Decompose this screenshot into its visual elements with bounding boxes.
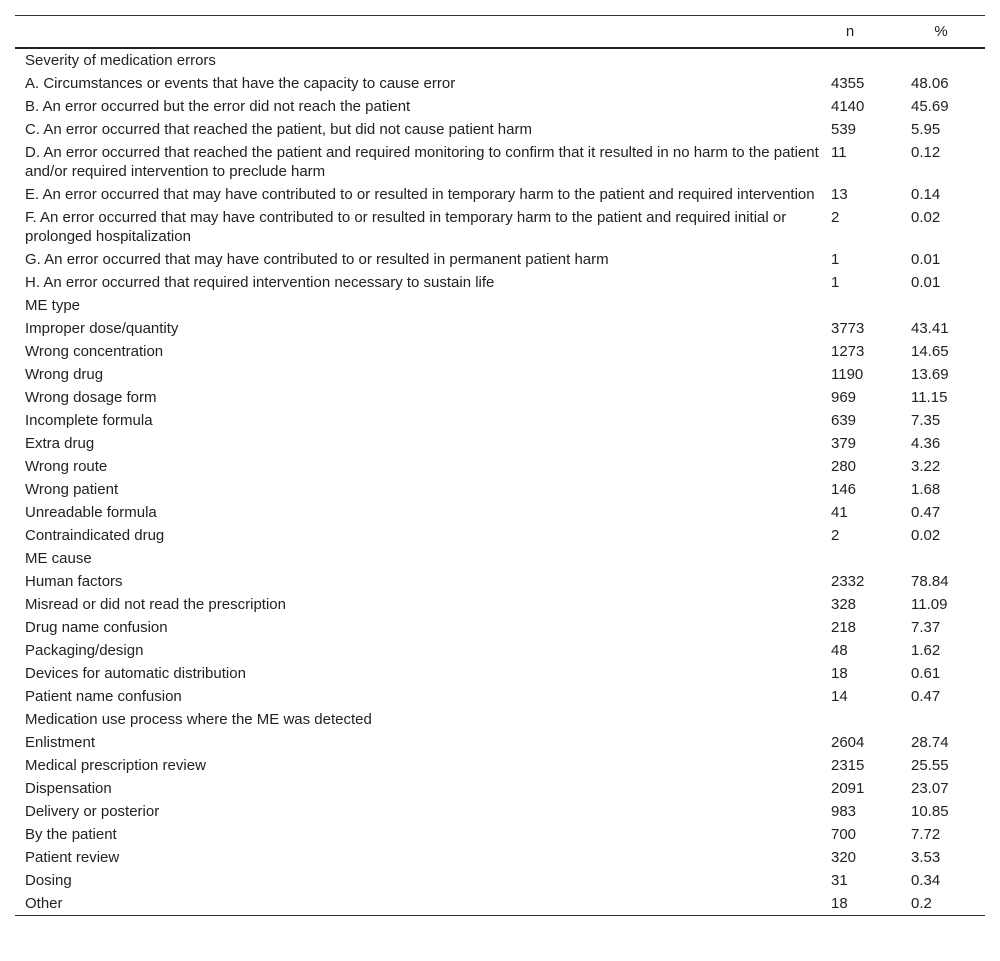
row-percent: 14.65 bbox=[911, 343, 949, 360]
row-n: 13 bbox=[831, 186, 848, 203]
row-percent: 23.07 bbox=[911, 780, 949, 797]
table-row bbox=[15, 141, 985, 183]
section-row bbox=[15, 547, 985, 570]
row-label: Other bbox=[25, 895, 63, 912]
row-label: B. An error occurred but the error did not reach the patient bbox=[25, 98, 411, 115]
row-label: By the patient bbox=[25, 826, 117, 843]
table-row bbox=[15, 206, 985, 248]
row-n: 539 bbox=[831, 121, 857, 138]
row-n: 983 bbox=[831, 803, 857, 820]
row-percent: 7.72 bbox=[911, 826, 941, 843]
row-label: E. An error occurred that may have contributed to or resulted in temporary harm to the patient and required intervention bbox=[25, 186, 815, 203]
row-label: Human factors bbox=[25, 573, 123, 590]
row-n: 969 bbox=[831, 389, 857, 406]
row-percent: 0.2 bbox=[911, 895, 932, 912]
section-title: Severity of medication errors bbox=[25, 52, 216, 69]
row-label: Enlistment bbox=[25, 734, 96, 751]
medication-errors-table bbox=[15, 15, 985, 916]
row-percent: 0.01 bbox=[911, 274, 941, 291]
row-label: Packaging/design bbox=[25, 642, 144, 659]
data-table-container bbox=[15, 15, 985, 916]
table-header bbox=[15, 16, 985, 49]
row-n: 1 bbox=[831, 274, 840, 291]
row-label: Dosing bbox=[25, 872, 72, 889]
row-n: 280 bbox=[831, 458, 857, 475]
row-percent: 28.74 bbox=[911, 734, 949, 751]
row-percent: 25.55 bbox=[911, 757, 949, 774]
table-row bbox=[15, 570, 985, 593]
table-row bbox=[15, 95, 985, 118]
table-row bbox=[15, 616, 985, 639]
header-n: n bbox=[845, 23, 855, 40]
section-row bbox=[15, 48, 985, 72]
row-percent: 7.35 bbox=[911, 412, 941, 429]
table-row bbox=[15, 409, 985, 432]
table-row bbox=[15, 869, 985, 892]
row-percent: 0.34 bbox=[911, 872, 941, 889]
row-n: 700 bbox=[831, 826, 857, 843]
section-title: ME cause bbox=[25, 550, 92, 567]
row-label: Wrong dosage form bbox=[25, 389, 157, 406]
row-percent: 5.95 bbox=[911, 121, 941, 138]
row-n: 18 bbox=[831, 665, 848, 682]
row-n: 2604 bbox=[831, 734, 865, 751]
table-row bbox=[15, 183, 985, 206]
row-percent: 3.53 bbox=[911, 849, 941, 866]
row-percent: 3.22 bbox=[911, 458, 941, 475]
table-row bbox=[15, 892, 985, 916]
row-label: F. An error occurred that may have contributed to or resulted in temporary harm to the patient and required initial or prolonged hospitalization bbox=[25, 209, 787, 245]
row-label: Patient review bbox=[25, 849, 120, 866]
row-n: 41 bbox=[831, 504, 848, 521]
table-row bbox=[15, 501, 985, 524]
row-label: Patient name confusion bbox=[25, 688, 182, 705]
row-label: A. Circumstances or events that have the capacity to cause error bbox=[25, 75, 456, 92]
table-row bbox=[15, 386, 985, 409]
table-row bbox=[15, 317, 985, 340]
row-n: 11 bbox=[831, 144, 847, 161]
row-percent: 78.84 bbox=[911, 573, 949, 590]
table-row bbox=[15, 248, 985, 271]
row-n: 218 bbox=[831, 619, 857, 636]
section-pct-empty bbox=[901, 294, 985, 317]
row-label: C. An error occurred that reached the patient, but did not cause patient harm bbox=[25, 121, 532, 138]
row-label: Improper dose/quantity bbox=[25, 320, 179, 337]
table-row bbox=[15, 455, 985, 478]
row-label: Drug name confusion bbox=[25, 619, 168, 636]
section-n-empty bbox=[821, 294, 901, 317]
row-n: 639 bbox=[831, 412, 857, 429]
row-label: Devices for automatic distribution bbox=[25, 665, 246, 682]
row-label: Incomplete formula bbox=[25, 412, 153, 429]
row-n: 320 bbox=[831, 849, 857, 866]
row-label: Wrong concentration bbox=[25, 343, 164, 360]
section-title: Medication use process where the ME was detected bbox=[25, 711, 372, 728]
row-percent: 1.68 bbox=[911, 481, 941, 498]
section-title: ME type bbox=[25, 297, 81, 314]
row-label: Contraindicated drug bbox=[25, 527, 165, 544]
row-label: Wrong patient bbox=[25, 481, 119, 498]
table-row bbox=[15, 800, 985, 823]
table-row bbox=[15, 271, 985, 294]
table-row bbox=[15, 823, 985, 846]
row-n: 328 bbox=[831, 596, 857, 613]
row-percent: 0.14 bbox=[911, 186, 941, 203]
row-label: Wrong route bbox=[25, 458, 108, 475]
row-n: 146 bbox=[831, 481, 857, 498]
table-row bbox=[15, 340, 985, 363]
row-n: 1 bbox=[831, 251, 840, 268]
row-n: 14 bbox=[831, 688, 848, 705]
row-percent: 1.62 bbox=[911, 642, 941, 659]
table-body bbox=[15, 48, 985, 916]
row-percent: 0.47 bbox=[911, 504, 941, 521]
row-n: 18 bbox=[831, 895, 848, 912]
row-n: 3773 bbox=[831, 320, 865, 337]
table-row bbox=[15, 662, 985, 685]
section-n-empty bbox=[821, 708, 901, 731]
row-percent: 11.15 bbox=[911, 389, 948, 406]
header-percent: % bbox=[934, 23, 948, 40]
row-percent: 13.69 bbox=[911, 366, 949, 383]
row-label: D. An error occurred that reached the patient and required monitoring to confirm that it resulted in no harm to the patient and/or required intervention to preclude harm bbox=[25, 144, 819, 180]
table-row bbox=[15, 754, 985, 777]
section-row bbox=[15, 708, 985, 731]
table-row bbox=[15, 524, 985, 547]
row-n: 2332 bbox=[831, 573, 865, 590]
row-n: 1190 bbox=[831, 366, 864, 383]
row-percent: 0.61 bbox=[911, 665, 941, 682]
row-n: 2091 bbox=[831, 780, 865, 797]
row-percent: 7.37 bbox=[911, 619, 941, 636]
table-row bbox=[15, 478, 985, 501]
row-label: Misread or did not read the prescription bbox=[25, 596, 286, 613]
row-percent: 0.47 bbox=[911, 688, 941, 705]
row-label: Extra drug bbox=[25, 435, 95, 452]
table-row bbox=[15, 363, 985, 386]
row-n: 2315 bbox=[831, 757, 865, 774]
section-pct-empty bbox=[901, 708, 985, 731]
row-percent: 11.09 bbox=[911, 596, 948, 613]
row-n: 2 bbox=[831, 209, 840, 226]
section-n-empty bbox=[821, 547, 901, 570]
table-row bbox=[15, 846, 985, 869]
table-row bbox=[15, 593, 985, 616]
row-n: 4355 bbox=[831, 75, 865, 92]
row-percent: 0.02 bbox=[911, 527, 941, 544]
row-percent: 45.69 bbox=[911, 98, 949, 115]
section-row bbox=[15, 294, 985, 317]
row-label: Wrong drug bbox=[25, 366, 104, 383]
header-row bbox=[15, 16, 985, 49]
section-pct-empty bbox=[901, 547, 985, 570]
table-row bbox=[15, 777, 985, 800]
row-label: Dispensation bbox=[25, 780, 112, 797]
table-row bbox=[15, 432, 985, 455]
table-row bbox=[15, 72, 985, 95]
section-pct-empty bbox=[901, 48, 985, 72]
row-percent: 48.06 bbox=[911, 75, 949, 92]
row-label: Unreadable formula bbox=[25, 504, 157, 521]
row-percent: 0.02 bbox=[911, 209, 941, 226]
row-n: 4140 bbox=[831, 98, 865, 115]
row-n: 48 bbox=[831, 642, 848, 659]
row-percent: 0.01 bbox=[911, 251, 941, 268]
row-label: Medical prescription review bbox=[25, 757, 206, 774]
row-n: 379 bbox=[831, 435, 857, 452]
row-percent: 43.41 bbox=[911, 320, 949, 337]
row-label: G. An error occurred that may have contributed to or resulted in permanent patient harm bbox=[25, 251, 609, 268]
section-n-empty bbox=[821, 48, 901, 72]
row-percent: 10.85 bbox=[911, 803, 949, 820]
row-percent: 0.12 bbox=[911, 144, 941, 161]
row-label: Delivery or posterior bbox=[25, 803, 160, 820]
row-n: 1273 bbox=[831, 343, 865, 360]
table-row bbox=[15, 731, 985, 754]
table-row bbox=[15, 685, 985, 708]
row-percent: 4.36 bbox=[911, 435, 941, 452]
header-label bbox=[15, 16, 821, 49]
table-row bbox=[15, 118, 985, 141]
row-n: 31 bbox=[831, 872, 848, 889]
row-n: 2 bbox=[831, 527, 840, 544]
row-label: H. An error occurred that required intervention necessary to sustain life bbox=[25, 274, 495, 291]
table-row bbox=[15, 639, 985, 662]
